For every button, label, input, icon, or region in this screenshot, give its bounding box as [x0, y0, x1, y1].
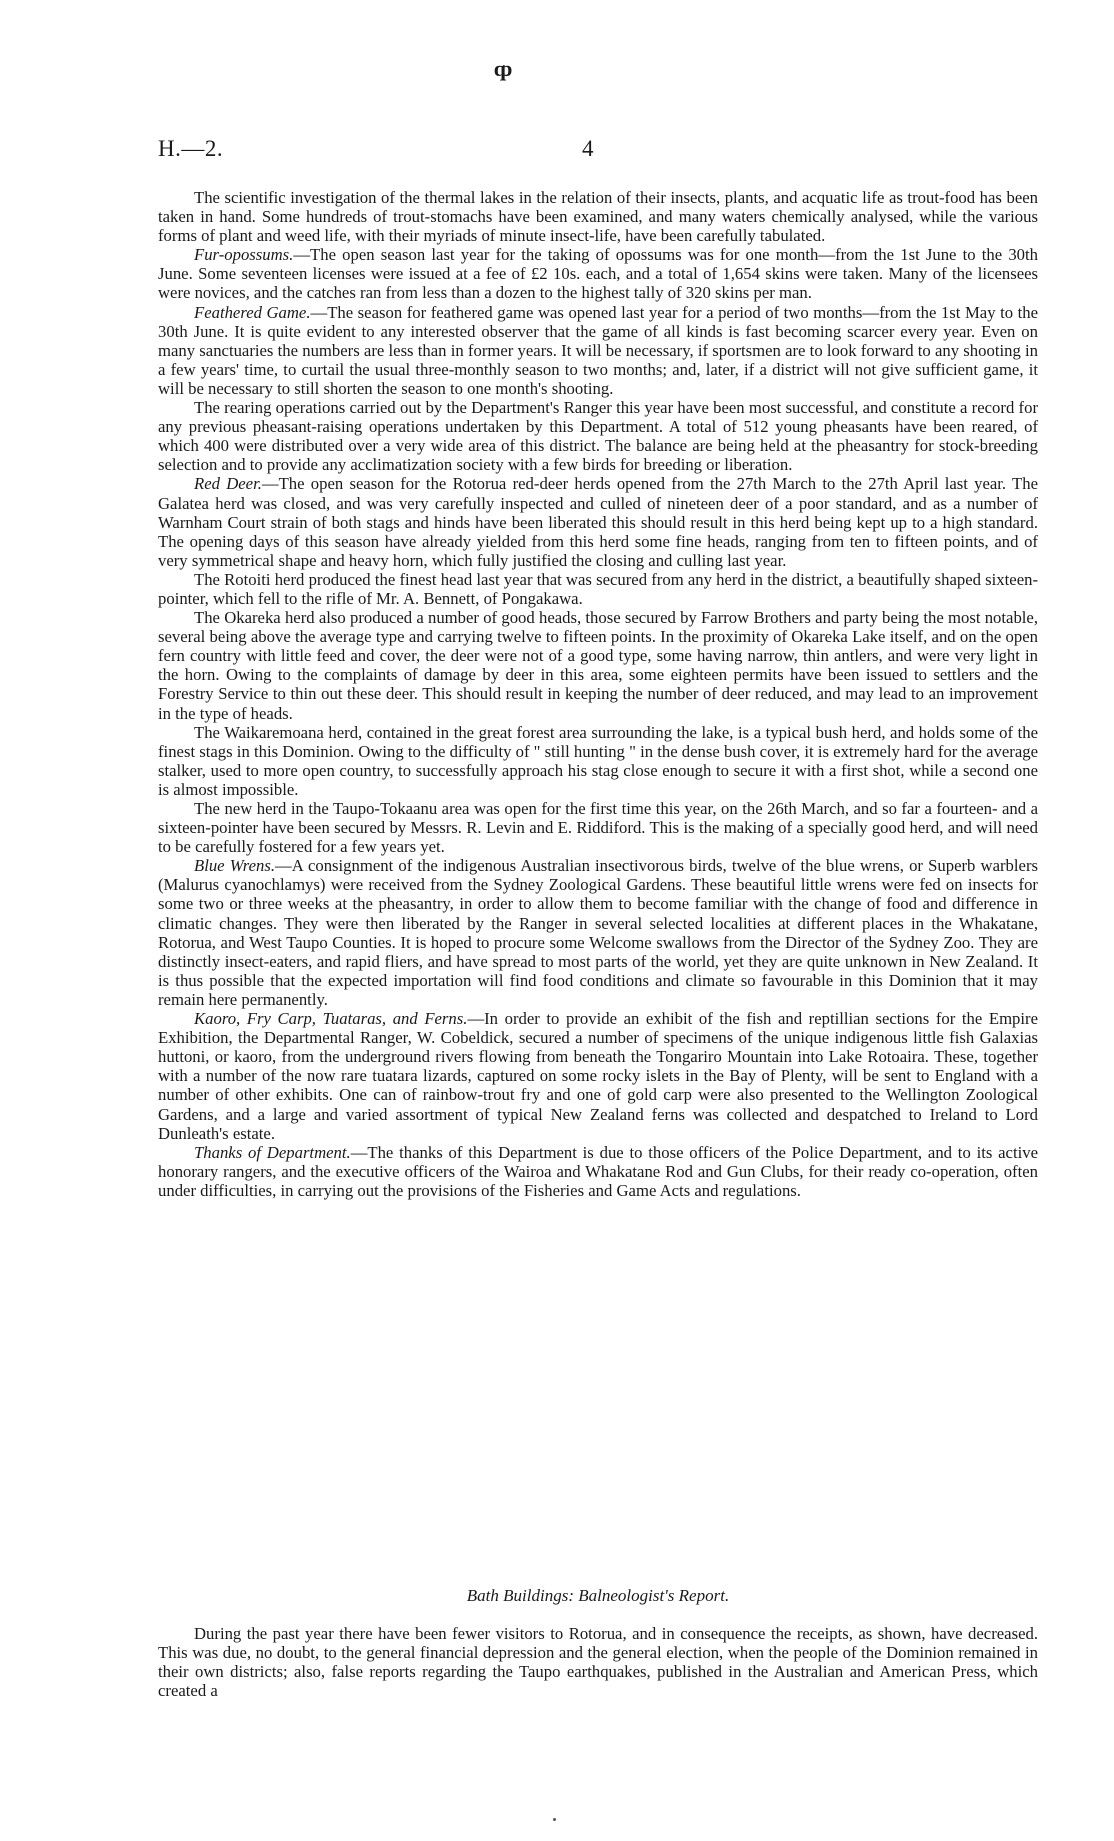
paragraph-lead: Fur-opossums. — [194, 245, 294, 265]
paragraph-kaoro-exhibit — [158, 1009, 1038, 1143]
page-number: 4 — [582, 136, 594, 161]
paragraph-text: The Waikaremoana herd, contained in the great forest area surrounding the lake, is a typical bush herd, and holds some of the finest stags in this Dominion. Owing to the difficulty of " still hunting " in the dense bush cover, it is extremely hard for the average stalker, used to more open country, to successfully approach his stag close enough to secure it with a first shot, while a second one is almost impossible. — [158, 722, 1038, 799]
paragraph-text: The rearing operations carried out by the Department's Ranger this year have been most successful, and constitute a record for any previous pheasant-raising operations undertaken by this Department. A total of 512 young pheasants have been reared, of which 400 were distributed over a very wide area of this district. The balance are being held at the pheasantry for stock-breeding selection and to provide any acclimatization society with a few birds for breeding or liberation. — [158, 398, 1038, 475]
report-body — [158, 1624, 1038, 1700]
paragraph-waikaremoana-herd — [158, 723, 1038, 799]
body-text — [158, 188, 1038, 1200]
paragraph-lead: Blue Wrens. — [194, 856, 275, 876]
page-header — [158, 136, 1038, 166]
paragraph-text: The Okareka herd also produced a number of good heads, those secured by Farrow Brothers and party being the most notable, several being above the average type and carrying twelve to fifteen points. In the proximity of Okareka Lake itself, and on the open fern country with little feed and cover, the deer were not of a good type, some having narrow, thin antlers, and were very light in the horn. Owing to the complaints of damage by deer in this area, some eighteen permits have been issued to settlers and the Forestry Service to thin out these deer. This should result in keeping the number of deer reduced, and may lead to an improvement in the type of heads. — [158, 608, 1038, 723]
paragraph-text: The Rotoiti herd produced the finest head last year that was secured from any herd in the district, a beautifully shaped sixteen-pointer, which fell to the rifle of Mr. A. Bennett, of Pongakawa. — [158, 569, 1038, 608]
paragraph-fur-opossums — [158, 245, 1038, 302]
paragraph-text: —The thanks of this Department is due to those officers of the Police Department, and to its active honorary rangers, and the executive officers of the Wairoa and Whakatane Rod and Gun Clubs, for their ready co-operation, often under difficulties, in carrying out the provisions of the Fisheries and Game Acts and regulations. — [158, 1142, 1038, 1200]
paragraph-thanks — [158, 1143, 1038, 1200]
paragraph-text: The new herd in the Taupo-Tokaanu area was open for the first time this year, on the 26th March, and so far a fourteen- and a sixteen-pointer have been secured by Messrs. R. Levin and E. Riddiford. This is the making of a specially good herd, and will need to be carefully fostered for a few years yet. — [158, 799, 1038, 857]
paragraph-text: —In order to provide an exhibit of the fish and reptillian sections for the Empire Exhibition, the Departmental Ranger, W. Cobeldick, secured a number of specimens of the unique indigenous little fish Galaxias huttoni, or kaoro, from the underground rivers flowing from beneath the Tongariro Mountain into Lake Rotoaira. These, together with a number of the now rare tuatara lizards, captured on some rocky islets in the Bay of Plenty, will be sent to England with a number of other exhibits. One can of rainbow-trout fry and one of gold carp were also presented to the Wellington Zoological Gardens, and a large and varied assortment of typical New Zealand ferns was collected and despatched to Ireland to Lord Dunleath's estate. — [158, 1009, 1038, 1143]
paragraph-text: —A consignment of the indigenous Australian insectivorous birds, twelve of the blue wrens, or Superb warblers (Malurus cyanochlamys) were received from the Sydney Zoological Gardens. These beautiful little wrens were fed on insects for some two or three weeks at the pheasantry, in order to allow them to become familiar with the change of food and difference in climatic changes. They were then liberated by the Ranger in several selected localities at different places in the Whakatane, Rotorua, and West Taupo Counties. It is hoped to procure some Welcome swallows from the Director of the Sydney Zoo. They are distinctly insect-eaters, and rapid fliers, and have spread to most parts of the world, yet they are quite unknown in New Zealand. It is thus possible that the expected importation will find food conditions and climate so favourable in this Dominion that it may remain here permanently. — [158, 856, 1038, 1009]
document-reference: H.—2. — [158, 136, 224, 161]
paragraph-feathered-game — [158, 303, 1038, 398]
paragraph-lead: Thanks of Department. — [194, 1142, 351, 1162]
paragraph-trout-food — [158, 188, 1038, 245]
paragraph-rotoiti-herd — [158, 570, 1038, 608]
paragraph-red-deer — [158, 474, 1038, 569]
paragraph-lead: Feathered Game. — [194, 302, 311, 322]
paragraph-text: The scientific investigation of the thermal lakes in the relation of their insects, plants, and acquatic life as trout-food has been taken in hand. Some hundreds of trout-stomachs have been examined, and many waters chemically analysed, while the various forms of plant and weed life, with their myriads of minute insect-life, have been carefully tabulated. — [158, 188, 1038, 246]
paragraph-lead: Kaoro, Fry Carp, Tuataras, and Ferns. — [194, 1009, 468, 1029]
paragraph-pheasant-rearing — [158, 398, 1038, 474]
paragraph-text: —The open season for the Rotorua red-deer herds opened from the 27th March to the 27th April last year. The Galatea herd was closed, and was very carefully inspected and culled of nineteen deer of a poor standard, and as a number of Warnham Court strain of both stags and hinds have been liberated this should result in this herd being kept up to a high standard. The opening days of this season have already yielded from this herd some fine heads, ranging from ten to fifteen points, and of very symmetrical shape and heavy horn, which fully justified the closing and culling last year. — [158, 474, 1038, 570]
paragraph-okareka-herd — [158, 608, 1038, 723]
page-foot-mark — [553, 1818, 556, 1821]
paragraph-bath-buildings: During the past year there have been fewer visitors to Rotorua, and in consequence the receipts, as shown, have decreased. This was due, no doubt, to the general financial depression and the general election, when the people of the Dominion remained in their own districts; also, false reports regarding the Taupo earthquakes, published in the Australian and American Press, which created a — [158, 1624, 1038, 1701]
paragraph-taupo-herd — [158, 799, 1038, 856]
paragraph-lead: Red Deer. — [194, 474, 262, 494]
section-heading-bath-buildings: Bath Buildings: Balneologist's Report. — [466, 1586, 730, 1605]
paragraph-blue-wrens — [158, 856, 1038, 1009]
page-top-mark: ȹ — [494, 56, 513, 81]
paragraph-text: —The season for feathered game was opened last year for a period of two months—from the 1st May to the 30th June. It is quite evident to any interested observer that the game of all kinds is fast becoming scarcer every year. Even on many sanctuaries the numbers are less than in former years. It will be necessary, if sportsmen are to look forward to any shooting in a few years' time, to curtail the usual three-monthly season to two months; and, later, if a district will not give sufficient game, it will be necessary to still shorten the season to one month's shooting. — [158, 302, 1038, 398]
paragraph-text: —The open season last year for the taking of opossums was for one month—from the 1st June to the 30th June. Some seventeen licenses were issued at a fee of £2 10s. each, and a total of 1,654 skins were taken. Many of the licensees were novices, and the catches ran from less than a dozen to the highest tally of 320 skins per man. — [158, 245, 1038, 303]
